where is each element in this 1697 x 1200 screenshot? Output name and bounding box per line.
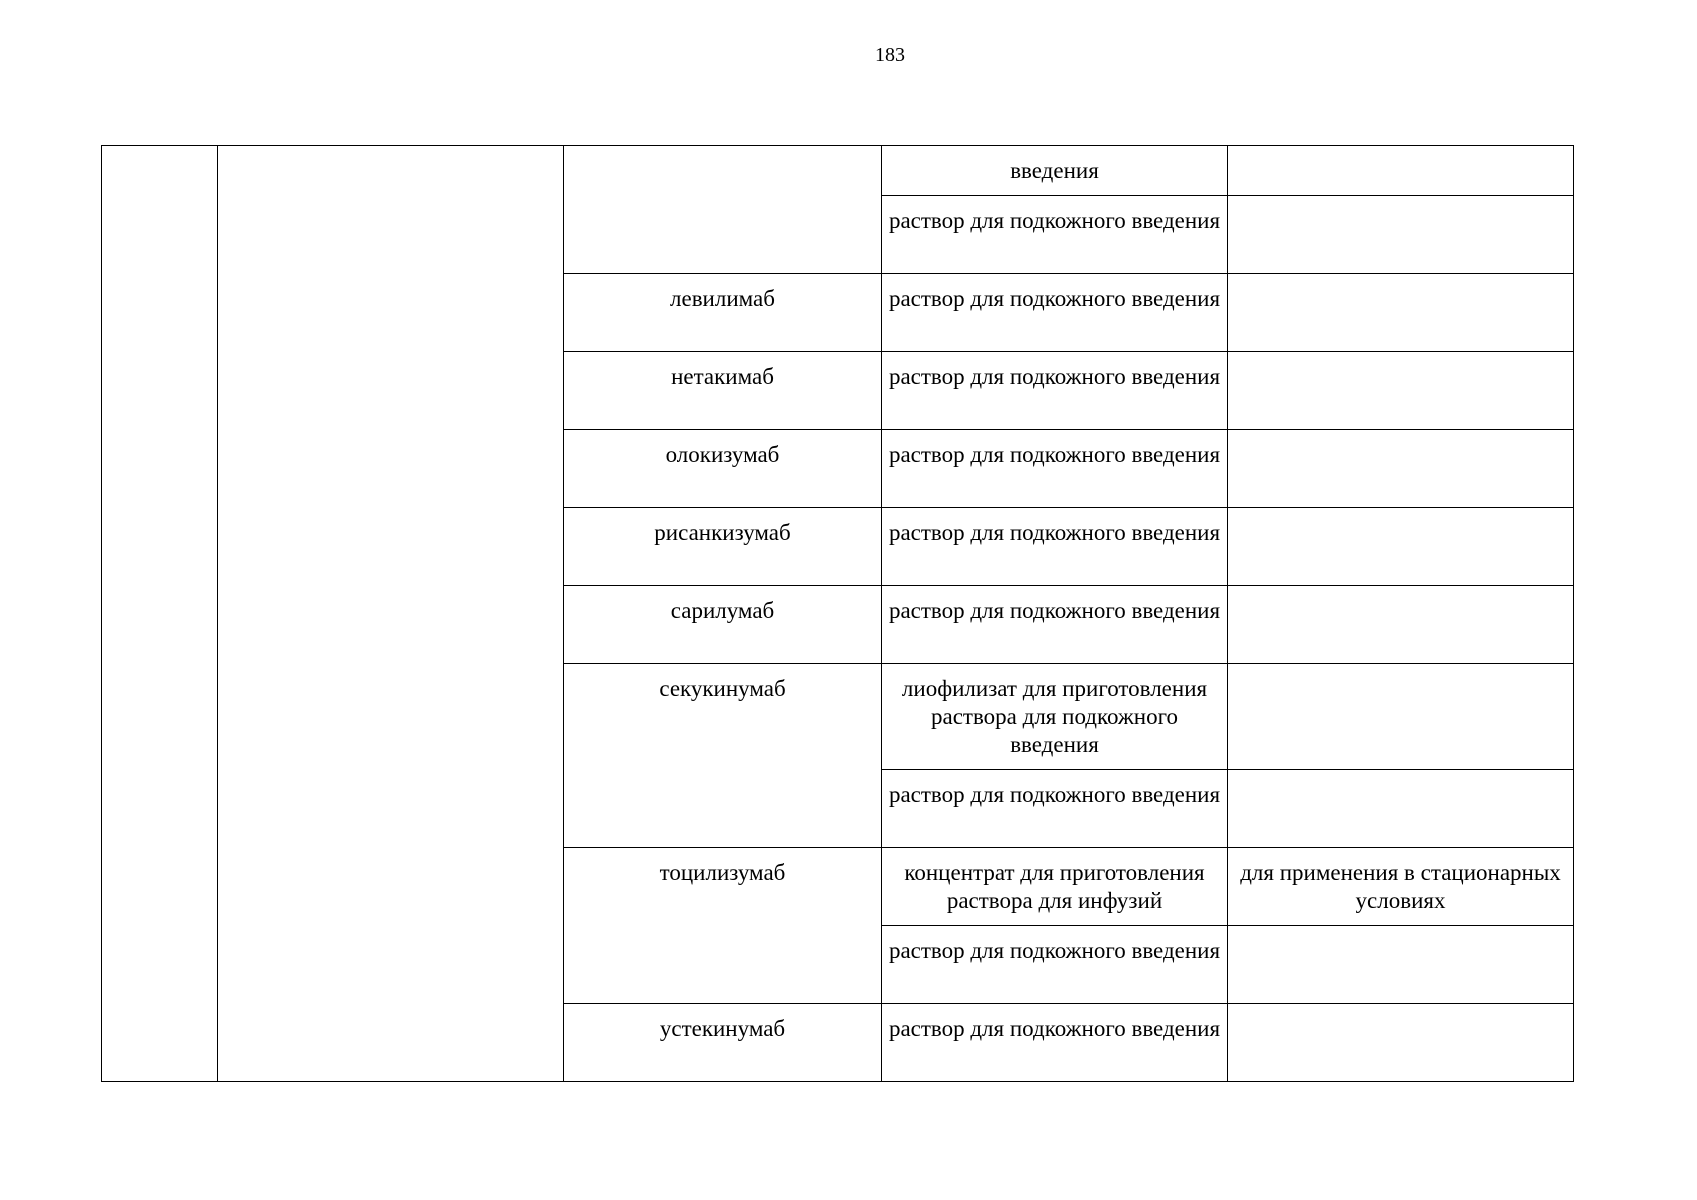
- note-cell: [1228, 586, 1574, 664]
- medication-table: [101, 145, 1574, 1082]
- note-cell: [1228, 1004, 1574, 1082]
- dosage-form-cell: концентрат для приготовления раствора для инфузий: [882, 848, 1228, 926]
- note-cell: [1228, 770, 1574, 848]
- drug-name-cell: устекинумаб: [564, 1004, 882, 1082]
- dosage-form-cell: введения: [882, 146, 1228, 196]
- group-name-cell: [218, 146, 564, 1082]
- drug-name-cell: левилимаб: [564, 274, 882, 352]
- drug-name-cell: тоцилизумаб: [564, 848, 882, 1004]
- dosage-form-cell: раствор для подкожного введения: [882, 770, 1228, 848]
- drug-name-cell: секукинумаб: [564, 664, 882, 848]
- note-cell: [1228, 146, 1574, 196]
- page-number: 183: [875, 44, 905, 66]
- note-cell: [1228, 274, 1574, 352]
- dosage-form-cell: раствор для подкожного введения: [882, 586, 1228, 664]
- dosage-form-cell: раствор для подкожного введения: [882, 274, 1228, 352]
- note-cell: для применения в стационарных условиях: [1228, 848, 1574, 926]
- dosage-form-cell: раствор для подкожного введения: [882, 508, 1228, 586]
- note-cell: [1228, 926, 1574, 1004]
- code-cell: [102, 146, 218, 1082]
- note-cell: [1228, 508, 1574, 586]
- dosage-form-cell: раствор для подкожного введения: [882, 352, 1228, 430]
- dosage-form-cell: раствор для подкожного введения: [882, 196, 1228, 274]
- note-cell: [1228, 430, 1574, 508]
- dosage-form-cell: раствор для подкожного введения: [882, 1004, 1228, 1082]
- note-cell: [1228, 352, 1574, 430]
- note-cell: [1228, 664, 1574, 770]
- drug-name-cell: [564, 146, 882, 274]
- drug-name-cell: рисанкизумаб: [564, 508, 882, 586]
- drug-name-cell: олокизумаб: [564, 430, 882, 508]
- dosage-form-cell: раствор для подкожного введения: [882, 430, 1228, 508]
- drug-name-cell: нетакимаб: [564, 352, 882, 430]
- dosage-form-cell: лиофилизат для приготовления раствора для подкожного введения: [882, 664, 1228, 770]
- note-cell: [1228, 196, 1574, 274]
- drug-name-cell: сарилумаб: [564, 586, 882, 664]
- dosage-form-cell: раствор для подкожного введения: [882, 926, 1228, 1004]
